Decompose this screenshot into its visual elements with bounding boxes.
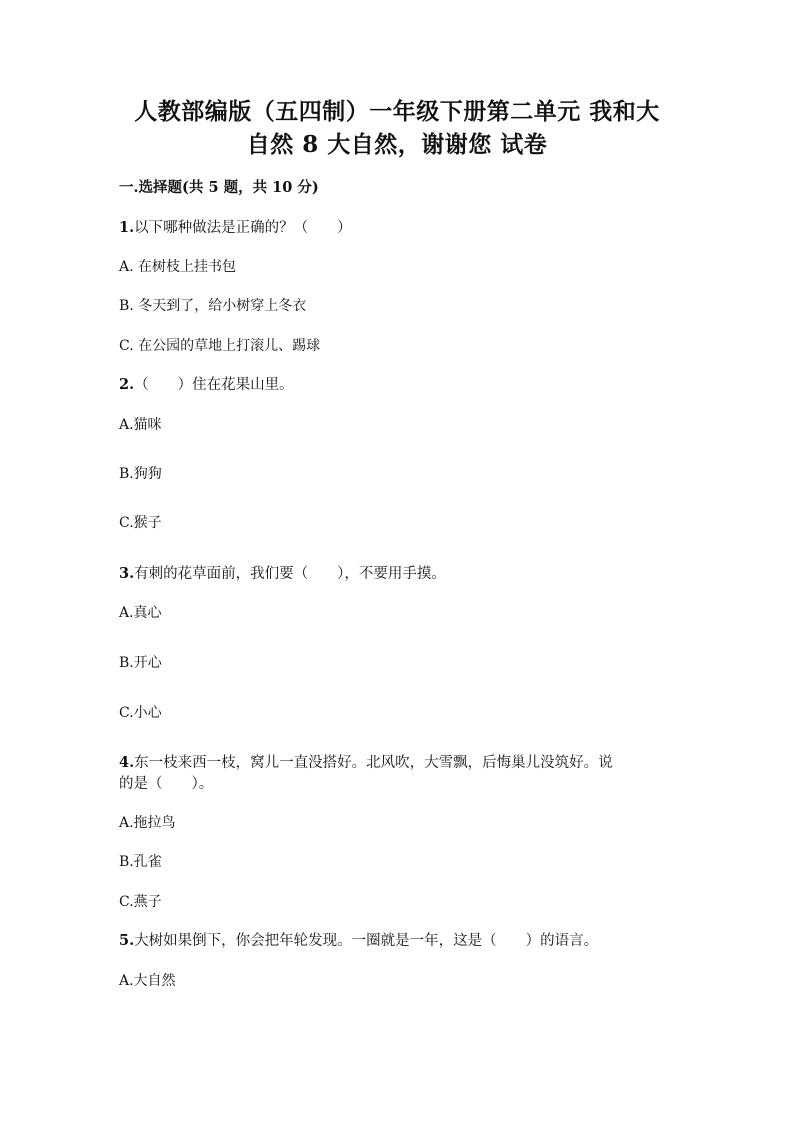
question-4 — [119, 753, 613, 773]
question-text: 东一枝来西一枝，窝儿一直没搭好。北风吹，大雪飘，后悔巢儿没筑好。说 — [134, 755, 613, 771]
question-number: 3. — [119, 565, 135, 582]
page-title-line-1: 人教部编版（五四制）一年级下册第二单元 我和大 — [134, 98, 660, 125]
question-4-option-b: B.孔雀 — [119, 854, 162, 870]
question-4-continuation: 的是（ ）。 — [119, 776, 214, 792]
question-number: 1. — [119, 219, 135, 236]
question-number: 5. — [119, 932, 135, 949]
question-2-option-c: C.猴子 — [119, 515, 162, 531]
page-title-line-2: 自然 8 大自然，谢谢您 试卷 — [246, 131, 548, 158]
section-heading: 一.选择题(共 5 题，共 10 分) — [119, 179, 319, 196]
question-number: 4. — [119, 754, 135, 771]
question-text: 大树如果倒下，你会把年轮发现。一圈就是一年，这是（ ）的语言。 — [134, 933, 599, 949]
question-text: （ ）住在花果山里。 — [134, 377, 294, 393]
question-1 — [119, 218, 352, 238]
question-number: 2. — [119, 376, 135, 393]
question-1-option-b: B. 冬天到了，给小树穿上冬衣 — [119, 298, 307, 314]
question-text: 有刺的花草面前，我们要（ ），不要用手摸。 — [134, 566, 446, 582]
question-3 — [119, 564, 446, 584]
question-4-option-c: C.燕子 — [119, 894, 162, 910]
question-2-option-b: B.狗狗 — [119, 466, 162, 482]
question-2 — [119, 375, 294, 395]
question-5-option-a: A.大自然 — [119, 973, 176, 989]
question-4-option-a: A.拖拉鸟 — [119, 815, 176, 831]
question-1-option-c: C. 在公园的草地上打滚儿、踢球 — [119, 338, 321, 354]
question-2-option-a: A.猫咪 — [119, 417, 162, 433]
question-3-option-b: B.开心 — [119, 655, 162, 671]
question-5 — [119, 931, 598, 951]
question-text: 以下哪种做法是正确的？（ ） — [134, 220, 352, 236]
question-3-option-c: C.小心 — [119, 705, 162, 721]
question-3-option-a: A.真心 — [119, 605, 162, 621]
question-1-option-a: A. 在树枝上挂书包 — [119, 259, 237, 275]
